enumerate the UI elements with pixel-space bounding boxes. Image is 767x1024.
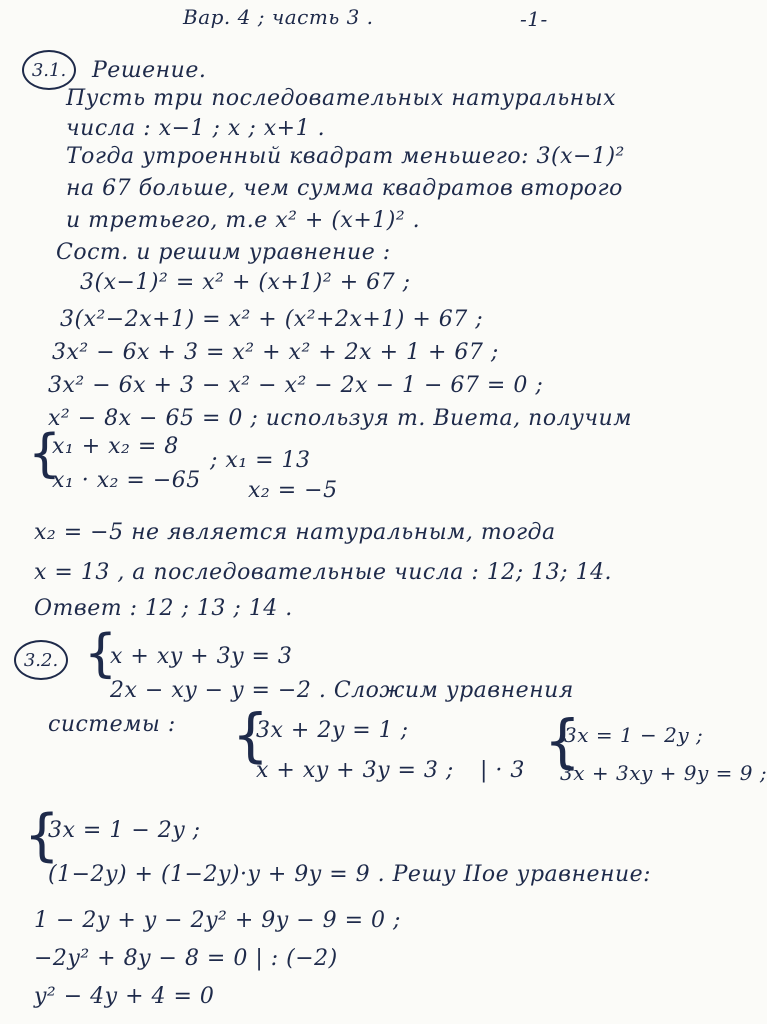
text-line: Пусть три последовательных натуральных <box>66 86 616 111</box>
equation-line: 3(x²−2x+1) = x² + (x²+2x+1) + 67 ; <box>60 307 484 332</box>
system-brace: { <box>24 803 60 868</box>
root-line: x₂ = −5 <box>248 478 338 503</box>
equation-line: x₁ · x₂ = −65 <box>52 468 201 493</box>
equation-line: −2y² + 8y − 8 = 0 | : (−2) <box>34 946 338 971</box>
problem-label-3-1: 3.1. <box>22 50 76 90</box>
text-line: и третьего, т.е x² + (x+1)² . <box>66 208 421 233</box>
equation-line: y² − 4y + 4 = 0 <box>34 984 215 1009</box>
solution-heading: Решение. <box>92 58 207 83</box>
equation-line: 3x = 1 − 2y ; <box>564 723 704 747</box>
text-line: системы : <box>48 712 176 737</box>
equation-line: 1 − 2y + y − 2y² + 9y − 9 = 0 ; <box>34 908 401 933</box>
answer-line: Ответ : 12 ; 13 ; 14 . <box>34 596 293 621</box>
equation-line: 2x − xy − y = −2 . Сложим уравнения <box>110 678 574 703</box>
equation-line: x² − 8x − 65 = 0 ; используя т. Виета, получим <box>48 406 632 431</box>
text-line: Сост. и решим уравнение : <box>56 240 391 265</box>
text-line: x = 13 , а последовательные числа : 12; 13; 14. <box>34 560 613 585</box>
page-number: -1- <box>520 7 548 31</box>
equation-line: x + xy + 3y = 3 ; <box>256 758 454 783</box>
system-brace: { <box>544 707 581 775</box>
text-line: Тогда утроенный квадрат меньшего: 3(x−1)² <box>66 144 625 169</box>
equation-line: 3x² − 6x + 3 − x² − x² − 2x − 1 − 67 = 0 ; <box>48 373 544 398</box>
equation-line: 3x + 3xy + 9y = 9 ; <box>560 761 767 785</box>
system-brace: { <box>28 424 62 484</box>
header-title: Вар. 4 ; часть 3 . <box>183 5 374 29</box>
equation-line: 3(x−1)² = x² + (x+1)² + 67 ; <box>80 270 411 295</box>
equation-line: x + xy + 3y = 3 <box>110 644 293 669</box>
root-line: ; x₁ = 13 <box>210 448 311 473</box>
multiply-note: | · 3 <box>480 758 525 783</box>
text-line: числа : x−1 ; x ; x+1 . <box>66 116 326 141</box>
equation-line: 3x = 1 − 2y ; <box>48 818 201 843</box>
system-brace: { <box>232 701 269 769</box>
text-line: на 67 больше, чем сумма квадратов второго <box>66 176 623 201</box>
equation-line: 3x + 2y = 1 ; <box>256 718 409 743</box>
equation-line: x₁ + x₂ = 8 <box>52 434 179 459</box>
equation-line: 3x² − 6x + 3 = x² + x² + 2x + 1 + 67 ; <box>52 340 499 365</box>
equation-line: (1−2y) + (1−2y)·y + 9y = 9 . Решу IIое уравнение: <box>48 862 652 887</box>
problem-label-3-2: 3.2. <box>14 640 68 680</box>
text-line: x₂ = −5 не является натуральным, тогда <box>34 520 556 545</box>
system-brace: { <box>84 624 118 684</box>
